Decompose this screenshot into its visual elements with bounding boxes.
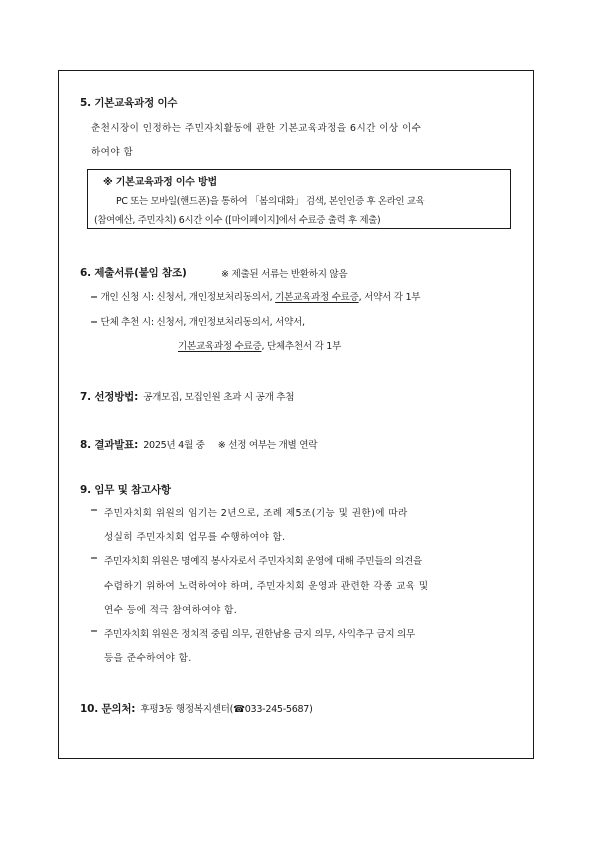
section-9-heading: 9. 임무 및 참고사항 (80, 484, 171, 496)
certificate-underlined: 기본교육과정 수료증 (275, 292, 359, 303)
section-7 (80, 385, 294, 404)
section-7-heading: 7. 선정방법: (80, 391, 139, 403)
section-9-b1-line-2: 성실히 주민자치회 업무를 수행하여야 함. (104, 532, 286, 543)
section-8-heading: 8. 결과발표: (80, 439, 139, 451)
section-8 (80, 433, 317, 452)
education-method-line-1: PC 또는 모바일(핸드폰)을 통하여 「봄의대화」 검색, 본인인증 후 온라인 교육 (116, 196, 425, 207)
section-10-text: 후평3동 행정복지센터(☎033-245-5687) (140, 704, 313, 715)
section-9-b2-line-2: 수렴하기 위하여 노력하여야 하며, 주민자치회 운영과 관련한 각종 교육 및 (104, 581, 429, 592)
certificate-underlined: 기본교육과정 수료증 (178, 341, 262, 352)
section-5-text-line-2: 하여야 함 (91, 147, 134, 158)
section-5-text-line-1: 춘천시장이 인정하는 주민자치활동에 관한 기본교육과정을 6시간 이상 이수 (91, 123, 422, 134)
section-6-item-group-cont (178, 338, 341, 352)
section-10 (80, 697, 313, 716)
section-8-note: ※ 선정 여부는 개별 연락 (217, 440, 318, 451)
section-7-text: 공개모집, 모집인원 초과 시 공개 추첨 (143, 392, 295, 403)
section-9-b3-line-1: 주민자치회 위원은 정치적 중립 의무, 권한남용 금지 의무, 사익추구 금지 의무 (104, 629, 415, 640)
education-method-title: ※ 기본교육과정 이수 방법 (103, 177, 217, 188)
section-9-b1-line-1: 주민자치회 위원의 임기는 2년으로, 조례 제5조(기능 및 권한)에 따라 (104, 508, 408, 519)
section-10-heading: 10. 문의처: (80, 703, 136, 715)
section-9-b2-line-1: 주민자치회 위원은 명예직 봉사자로서 주민자치회 운영에 대해 주민들의 의견을 (104, 556, 422, 567)
section-6-heading: 6. 제출서류(붙임 참조) (80, 267, 187, 279)
dash-marker: − (90, 626, 99, 637)
individual-docs-suffix: , 서약서 각 1부 (358, 292, 421, 303)
section-6-item-individual (90, 289, 420, 303)
section-6-item-group (90, 314, 305, 328)
section-9-b3-line-2: 등을 준수하여야 함. (104, 653, 192, 664)
education-method-line-2: (참여예산, 주민자치) 6시간 이수 ([마이페이지]에서 수료증 출력 후 제출) (94, 215, 381, 226)
dash-marker: − (90, 553, 99, 564)
individual-docs-text: 개인 신청 시: 신청서, 개인정보처리동의서, (100, 292, 276, 303)
dash-marker: − (90, 292, 98, 303)
section-6-note: ※ 제출된 서류는 반환하지 않음 (221, 269, 348, 280)
section-9-b2-line-3: 연수 등에 적극 참여하여야 함. (104, 605, 238, 616)
group-docs-text: 단체 추천 시: 신청서, 개인정보처리동의서, 서약서, (100, 317, 305, 328)
dash-marker: − (90, 505, 99, 516)
group-docs-suffix: , 단체추천서 각 1부 (261, 341, 342, 352)
section-8-text: 2025년 4월 중 (143, 440, 205, 451)
dash-marker: − (90, 317, 98, 328)
section-5-heading: 5. 기본교육과정 이수 (80, 97, 178, 109)
